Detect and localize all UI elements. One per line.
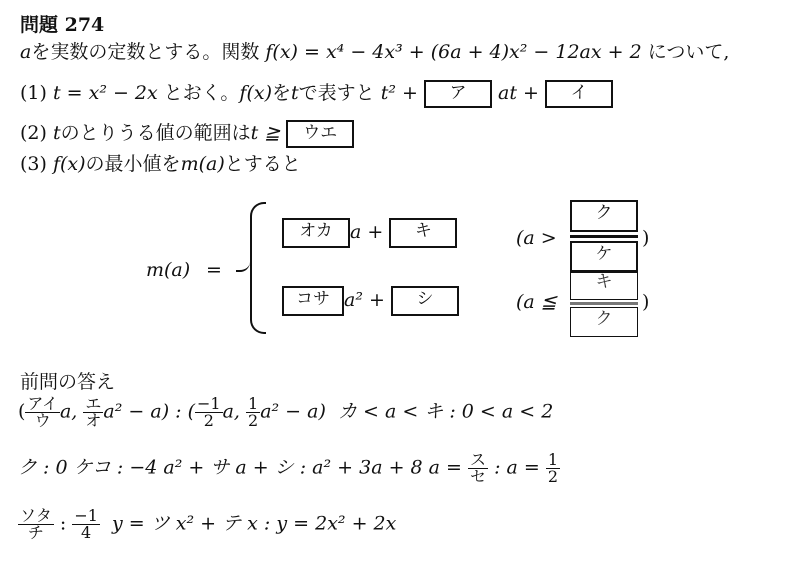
question-1 bbox=[20, 80, 613, 108]
answers-row-3 bbox=[18, 508, 396, 541]
answer-box-i[interactable]: イ bbox=[545, 80, 613, 108]
row2-fraction-1 bbox=[468, 452, 488, 485]
case1-fraction-bar bbox=[570, 235, 638, 238]
answers-row-1 bbox=[18, 396, 553, 429]
q1-text: とおく。 bbox=[163, 82, 240, 104]
q3-text: の最小値を bbox=[85, 153, 181, 175]
answer-box-oka[interactable]: オカ bbox=[282, 218, 350, 248]
case1-mid: a + bbox=[350, 221, 384, 243]
q2-condition: t ≧ bbox=[250, 122, 281, 144]
q1-text3: で表すと bbox=[298, 82, 375, 104]
row3-fraction-2 bbox=[72, 508, 100, 541]
q1-t: t bbox=[291, 82, 299, 104]
q2-label: (2) bbox=[20, 122, 47, 144]
row1-f1-num: アイ bbox=[27, 394, 58, 413]
q1-at: at + bbox=[498, 82, 539, 104]
piecewise-lhs: m(a) bbox=[146, 259, 191, 281]
row1-f1-den: ウ bbox=[25, 412, 60, 429]
row1-a3: a, bbox=[222, 400, 240, 423]
row3-f2-num: −1 bbox=[74, 506, 98, 525]
brace-middle bbox=[236, 262, 250, 272]
row2-f-num: ス bbox=[470, 450, 487, 469]
case1-cond-post: ) bbox=[642, 227, 650, 249]
row1-f3-den: 2 bbox=[195, 412, 223, 429]
q1-t-squared: t² + bbox=[380, 82, 418, 104]
row1-f4-num: 1 bbox=[248, 394, 259, 413]
row3-fraction-1 bbox=[18, 508, 54, 541]
q3-fx: f(x) bbox=[52, 153, 86, 175]
row1-f2-den: オ bbox=[85, 411, 102, 430]
row1-fraction-2 bbox=[83, 396, 103, 429]
answer-box-ku[interactable]: ク bbox=[570, 200, 638, 232]
q1-substitution: t = x² − 2x bbox=[52, 82, 158, 104]
row1-f2-num: エ bbox=[85, 394, 102, 413]
q1-text2: を bbox=[272, 82, 292, 104]
question-3 bbox=[20, 152, 301, 176]
case2-numerator-ki: キ bbox=[570, 270, 638, 300]
row1-a1: a, bbox=[59, 400, 78, 423]
case1-cond-pre: (a > bbox=[516, 227, 557, 249]
case2-cond-pre: (a ≦ bbox=[516, 291, 557, 313]
q3-label: (3) bbox=[20, 153, 47, 175]
answer-box-shi[interactable]: シ bbox=[391, 286, 459, 316]
problem-statement bbox=[20, 40, 729, 64]
row1-f3-num: −1 bbox=[197, 394, 221, 413]
row2-f2-num: 1 bbox=[547, 450, 559, 469]
case2-mid: a² + bbox=[344, 289, 385, 311]
q2-text: のとりうる値の範囲は bbox=[60, 122, 251, 144]
row3-colon: : bbox=[59, 512, 67, 535]
answer-box-kosa[interactable]: コサ bbox=[282, 286, 344, 316]
statement-text: を実数の定数とする。関数 bbox=[31, 41, 260, 63]
q3-text2: とすると bbox=[224, 153, 301, 175]
case1-condition bbox=[516, 226, 557, 250]
row1-tail2: a² − a) bbox=[260, 400, 326, 423]
answer-box-a[interactable]: ア bbox=[424, 80, 492, 108]
row1-tail1: a² − a) : ( bbox=[103, 400, 195, 423]
row1-f4-den: 2 bbox=[248, 411, 259, 430]
q1-fx: f(x) bbox=[239, 82, 272, 104]
question-2 bbox=[20, 120, 354, 148]
case-1 bbox=[282, 218, 457, 248]
var-a: a bbox=[20, 41, 32, 63]
row1-fraction-3 bbox=[195, 396, 223, 429]
case2-condition bbox=[516, 290, 557, 314]
brace-top bbox=[250, 202, 266, 270]
row2-fraction-2 bbox=[546, 452, 560, 485]
case2-denominator-ku: ク bbox=[570, 307, 638, 337]
row2-mid: : a = bbox=[494, 456, 540, 479]
row3-f2-den: 4 bbox=[72, 524, 100, 541]
case2-fraction-bar bbox=[570, 302, 638, 305]
answers-row-2 bbox=[18, 452, 560, 485]
answers-heading: 前問の答え bbox=[20, 371, 116, 393]
answer-box-ki[interactable]: キ bbox=[389, 218, 457, 248]
answer-box-ue[interactable]: ウエ bbox=[286, 120, 354, 148]
q2-t: t bbox=[52, 122, 61, 144]
problem-title: 問題 274 bbox=[20, 14, 105, 36]
row2-f2-den: 2 bbox=[547, 467, 559, 486]
row1-open: ( bbox=[18, 400, 26, 423]
case2-cond-post: ) bbox=[642, 291, 650, 313]
statement-end: について, bbox=[647, 41, 730, 63]
piecewise-equals: = bbox=[206, 259, 222, 281]
row3-f-num: ソタ bbox=[20, 506, 52, 525]
row1-fraction-1 bbox=[25, 396, 60, 429]
row2-f-den: セ bbox=[470, 467, 487, 486]
row1-fraction-4 bbox=[246, 396, 260, 429]
q1-label: (1) bbox=[20, 82, 47, 104]
function-expression: f(x) = x⁴ − 4x³ + (6a + 4)x² − 12ax + 2 bbox=[265, 41, 642, 63]
q3-ma: m(a) bbox=[180, 153, 225, 175]
row3-rest: y = ツ x² + テ x : y = 2x² + 2x bbox=[112, 512, 397, 535]
row1-rest: カ < a < キ : 0 < a < 2 bbox=[337, 400, 554, 423]
case1-fraction bbox=[570, 200, 638, 273]
case2-fraction bbox=[570, 270, 638, 337]
answer-box-ke[interactable]: ケ bbox=[570, 241, 638, 273]
row2-text: ク : 0 ケコ : −4 a² + サ a + シ : a² + 3a + 8 a = bbox=[18, 456, 462, 479]
case-2 bbox=[282, 286, 459, 316]
brace-bottom bbox=[250, 268, 266, 334]
row3-f-den: チ bbox=[18, 524, 54, 541]
